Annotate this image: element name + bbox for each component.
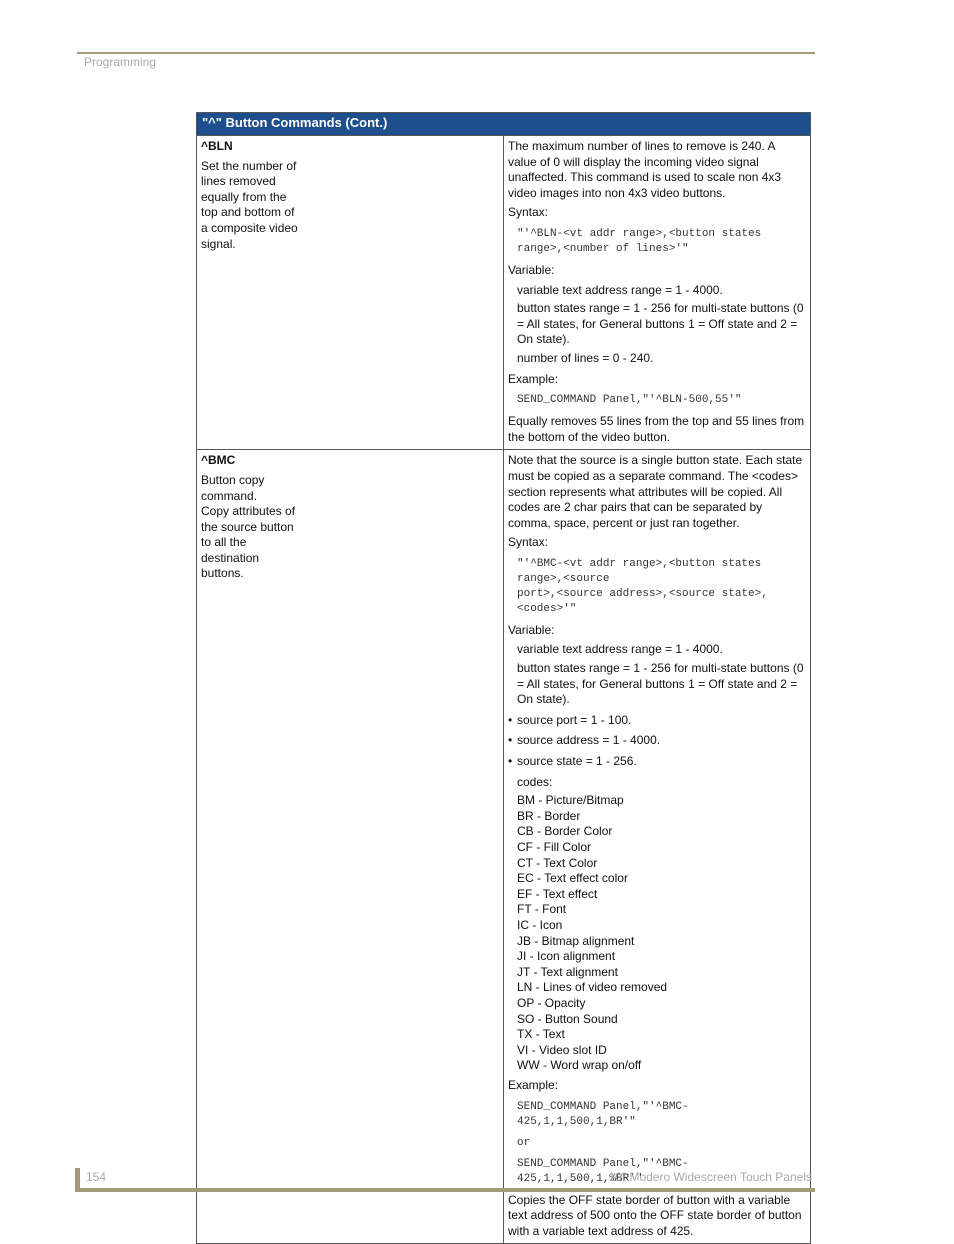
- bullet-item: [508, 733, 806, 749]
- command-description-line: Set the number of: [201, 158, 297, 173]
- codes-list: [517, 793, 806, 1074]
- example-code: SEND_COMMAND Panel,"'^BMC-425,1,1,500,1,BR'": [517, 1100, 689, 1128]
- table-title: "^" Button Commands (Cont.): [197, 113, 811, 136]
- list-item: VI - Video slot ID: [517, 1042, 607, 1057]
- running-header: Programming: [84, 55, 157, 69]
- list-item: EF - Text effect: [517, 886, 598, 901]
- list-item: LN - Lines of video removed: [517, 980, 668, 995]
- table-title-row: [197, 113, 811, 136]
- syntax-code: [517, 557, 806, 617]
- list-item: EC - Text effect color: [517, 871, 628, 886]
- syntax-code-line: port>,<source address>,<source state>,<codes>'": [517, 587, 768, 615]
- footer-rule: [77, 1188, 815, 1192]
- header-rule: [77, 52, 815, 54]
- bullet-text: source state = 1 - 256.: [517, 754, 637, 769]
- list-item: BR - Border: [517, 808, 581, 823]
- variable-text: button states range = 1 - 256 for multi-state buttons (0 = All states, for General buttons 1 = Off state and 2 = On state).: [517, 661, 804, 707]
- list-item: IC - Icon: [517, 917, 563, 932]
- list-item: CT - Text Color: [517, 855, 598, 870]
- command-name: ^BLN: [201, 139, 233, 153]
- list-item: JT - Text alignment: [517, 964, 618, 979]
- list-item: JI - Icon alignment: [517, 949, 616, 964]
- command-name: ^BMC: [201, 453, 236, 468]
- command-description-line: top and bottom of: [201, 205, 295, 220]
- bullet-icon: •: [508, 712, 513, 727]
- bullet-icon: •: [508, 754, 513, 769]
- page-number: 154: [86, 1170, 107, 1184]
- table-row: [197, 136, 811, 450]
- bullet-text: source port = 1 - 100.: [517, 712, 632, 727]
- syntax-code-line: "'^BMC-<vt addr range>,<button states range>,<source: [517, 557, 762, 585]
- document-title: 10" Modero Widescreen Touch Panels: [608, 1170, 812, 1184]
- example-code: SEND_COMMAND Panel,"'^BLN-500,55'": [517, 394, 742, 407]
- variable-label: Variable:: [508, 622, 555, 637]
- list-item: JB - Bitmap alignment: [517, 933, 635, 948]
- list-item: FT - Font: [517, 902, 567, 917]
- command-description-line: signal.: [201, 236, 236, 251]
- command-description-line: equally from the: [201, 189, 287, 204]
- example-or: or: [517, 1136, 531, 1149]
- command-cell-bmc: [197, 450, 504, 1244]
- example-description: Copies the OFF state border of button with a variable text address of 500 onto the OFF state border of button with a variable text address of 425.: [508, 1192, 802, 1238]
- example-label: Example:: [508, 1077, 559, 1092]
- variable-text: button states range = 1 - 256 for multi-state buttons (0 = All states, for General buttons 1 = Off state and 2 = On state).: [517, 301, 804, 347]
- command-description-line: Copy attributes of: [201, 504, 296, 519]
- syntax-label: Syntax:: [508, 535, 549, 550]
- syntax-code: "'^BLN-<vt addr range>,<button states range>,<number of lines>'": [517, 227, 762, 255]
- intro-text: Note that the source is a single button state. Each state must be copied as a separate command. The <codes> section represents what attributes will be copied. All codes are 2 char pairs that can be separated by comma, space, percent or just ran together.: [508, 453, 803, 530]
- list-item: CF - Fill Color: [517, 840, 591, 854]
- details-cell-bln: [504, 136, 811, 450]
- codes-label: codes:: [517, 774, 553, 789]
- list-item: WW - Word wrap on/off: [517, 1058, 642, 1073]
- list-item: OP - Opacity: [517, 995, 586, 1010]
- bullet-item: [508, 713, 806, 729]
- command-description-line: buttons.: [201, 566, 244, 581]
- details-cell-bmc: [504, 450, 811, 1244]
- command-description-line: destination: [201, 550, 260, 565]
- example-description: Equally removes 55 lines from the top and 55 lines from the bottom of the video button.: [508, 414, 805, 444]
- variable-text: number of lines = 0 - 240.: [517, 350, 654, 365]
- intro-text: The maximum number of lines to remove is 240. A value of 0 will display the incoming video signal unaffected. This command is used to scale non 4x3 video images into non 4x3 video buttons.: [508, 139, 782, 200]
- variable-text: variable text address range = 1 - 4000.: [517, 642, 723, 657]
- bullet-item: [508, 754, 806, 770]
- button-commands-table: [196, 112, 811, 1244]
- example-label: Example:: [508, 371, 559, 386]
- command-description-line: command.: [201, 488, 258, 503]
- command-description-line: lines removed: [201, 174, 276, 189]
- list-item: SO - Button Sound: [517, 1011, 618, 1026]
- command-description-line: Button copy: [201, 472, 265, 487]
- list-item: TX - Text: [517, 1027, 565, 1042]
- command-description-line: a composite video: [201, 220, 298, 235]
- bullet-icon: •: [508, 733, 513, 748]
- variable-label: Variable:: [508, 262, 555, 277]
- command-cell-bln: [197, 136, 504, 450]
- example-code: SEND_COMMAND Panel,"'^BMC-425,1,1,500,1,%BR'": [517, 1157, 689, 1185]
- list-item: BM - Picture/Bitmap: [517, 793, 624, 808]
- list-item: CB - Border Color: [517, 824, 613, 839]
- table-row: [197, 450, 811, 1244]
- command-description-line: the source button: [201, 519, 294, 534]
- variable-text: variable text address range = 1 - 4000.: [517, 282, 723, 297]
- command-description-line: to all the: [201, 535, 247, 550]
- syntax-label: Syntax:: [508, 205, 549, 220]
- bullet-text: source address = 1 - 4000.: [517, 733, 661, 748]
